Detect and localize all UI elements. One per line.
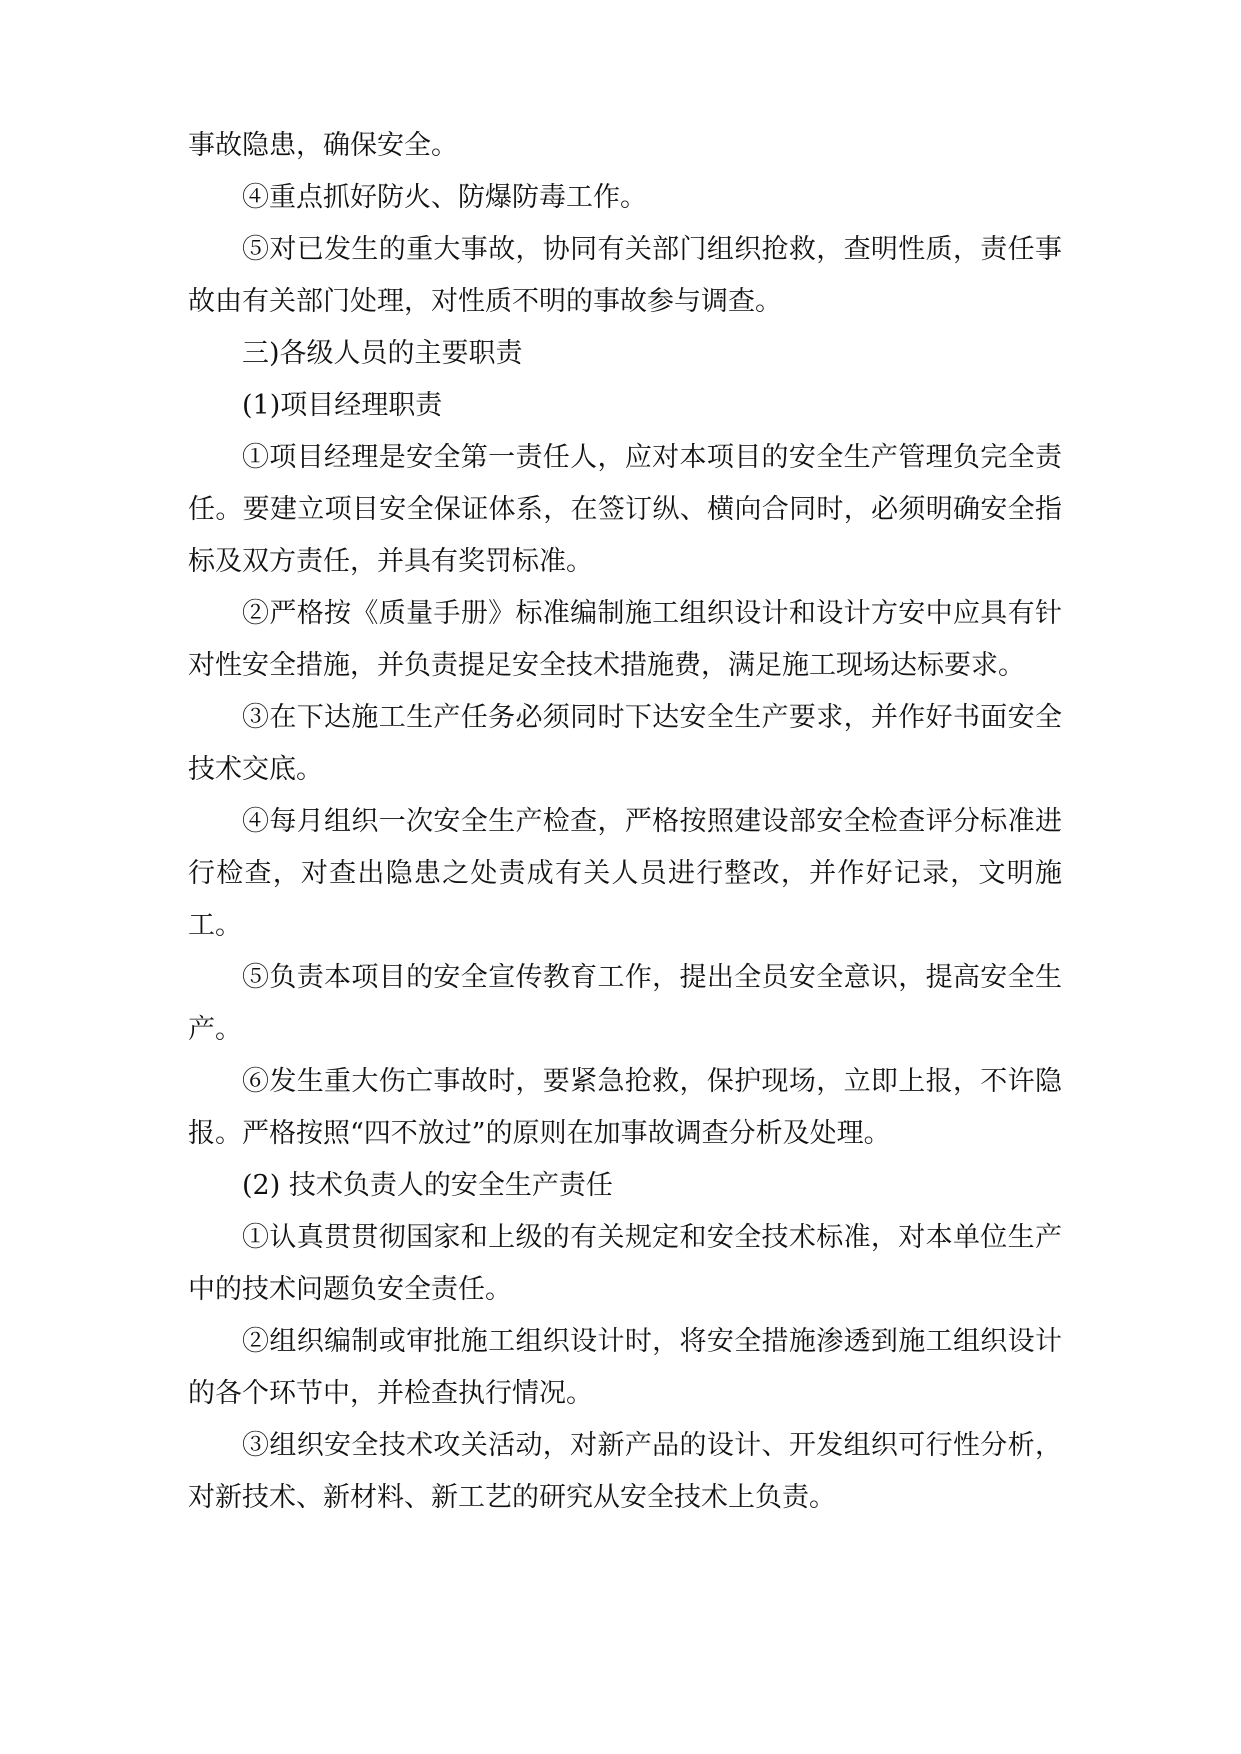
paragraph-item: ③组织安全技术攻关活动，对新产品的设计、开发组织可行性分析，对新技术、新材料、新工艺的研究从安全技术上负责。 [188, 1430, 1062, 1513]
paragraph-continuation: 事故隐患，确保安全。 [188, 130, 458, 161]
subsection-heading: (1)项目经理职责 [242, 390, 443, 421]
paragraph-item: ④每月组织一次安全生产检查，严格按照建设部安全检查评分标准进行检查，对查出隐患之处责成有关人员进行整改，并作好记录，文明施工。 [188, 806, 1062, 941]
document-body [188, 120, 1062, 1524]
paragraph-item: ③在下达施工生产任务必须同时下达安全生产要求，并作好书面安全技术交底。 [188, 702, 1062, 785]
paragraph-item: ⑤负责本项目的安全宣传教育工作，提出全员安全意识，提高安全生产。 [188, 962, 1062, 1045]
paragraph-item: ④重点抓好防火、防爆防毒工作。 [242, 182, 647, 213]
paragraph-item: ⑤对已发生的重大事故，协同有关部门组织抢救，查明性质，责任事故由有关部门处理，对性质不明的事故参与调查。 [188, 234, 1062, 317]
paragraph-item: ①项目经理是安全第一责任人，应对本项目的安全生产管理负完全责任。要建立项目安全保证体系，在签订纵、横向合同时，必须明确安全指标及双方责任，并具有奖罚标准。 [188, 442, 1062, 577]
subsection-heading: (2) 技术负责人的安全生产责任 [242, 1170, 613, 1201]
section-heading: 三)各级人员的主要职责 [242, 338, 523, 369]
paragraph-item: ①认真贯贯彻国家和上级的有关规定和安全技术标准，对本单位生产中的技术问题负安全责任。 [188, 1222, 1062, 1305]
paragraph-item: ②组织编制或审批施工组织设计时，将安全措施渗透到施工组织设计的各个环节中，并检查执行情况。 [188, 1326, 1062, 1409]
paragraph-item: ②严格按《质量手册》标准编制施工组织设计和设计方安中应具有针对性安全措施，并负责提足安全技术措施费，满足施工现场达标要求。 [188, 598, 1062, 681]
paragraph-item: ⑥发生重大伤亡事故时，要紧急抢救，保护现场，立即上报，不许隐报。严格按照“四不放过”的原则在加事故调查分析及处理。 [188, 1066, 1062, 1149]
